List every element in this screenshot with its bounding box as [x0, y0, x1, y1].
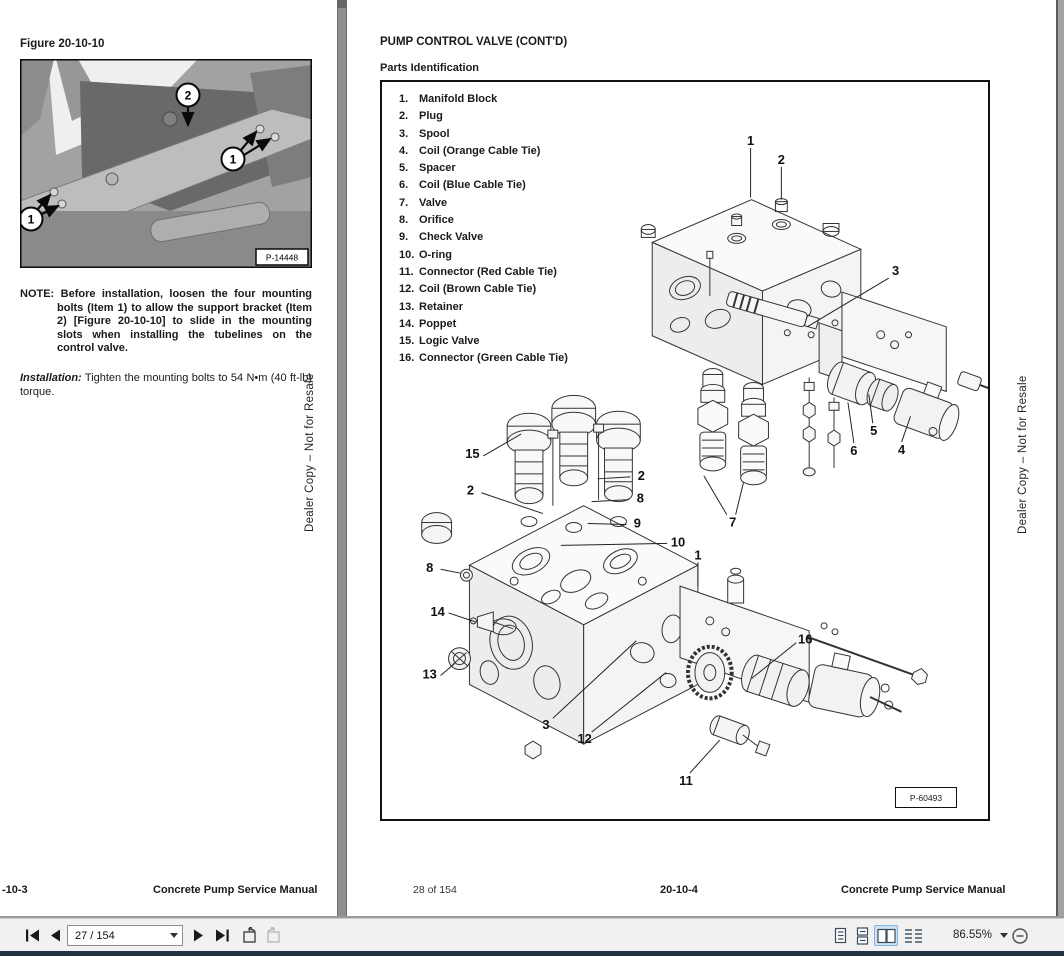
footer-manual-title: Concrete Pump Service Manual — [841, 884, 1006, 896]
note-label: NOTE: — [20, 288, 55, 300]
zoom-level-value[interactable]: 86.55% — [952, 929, 992, 941]
footer-page-code: -10-3 — [2, 884, 28, 896]
svg-text:4: 4 — [897, 441, 906, 457]
part-row: 2. Plug — [399, 110, 443, 123]
page-gap — [337, 0, 347, 916]
svg-text:5: 5 — [870, 423, 878, 439]
svg-text:11: 11 — [679, 772, 693, 788]
part-row: 1. Manifold Block — [399, 93, 498, 105]
part-row: 14. Poppet — [399, 317, 457, 330]
part-row: 7. Valve — [399, 196, 448, 209]
installation-paragraph: Installation: Tighten the mounting bolts to 54 N•m (40 ft-lb) torque. — [20, 372, 312, 398]
page-number-input[interactable] — [67, 925, 183, 946]
machinery-photo — [20, 59, 312, 268]
next-view-button[interactable] — [264, 919, 283, 952]
svg-text:1: 1 — [229, 152, 237, 167]
svg-text:8: 8 — [636, 490, 644, 506]
svg-text:2: 2 — [466, 482, 475, 498]
part-row: 11. Connector (Red Cable Tie) — [399, 265, 557, 278]
right-page — [347, 0, 1056, 916]
zoom-dropdown-caret-icon[interactable] — [1000, 933, 1008, 938]
viewer-toolbar — [0, 918, 1064, 951]
right-page-footer — [347, 884, 1056, 900]
page-dropdown-caret-icon[interactable] — [170, 933, 178, 938]
part-row: 5. Spacer — [399, 162, 456, 175]
svg-text:6: 6 — [850, 442, 858, 458]
watermark-dealer-copy: Dealer Copy – Not for Resale — [304, 373, 316, 532]
svg-text:1: 1 — [27, 212, 35, 227]
note-paragraph: NOTE: Before installation, loosen the four mounting bolts (Item 1) to allow the support bracket (Item 2) [Figure 20-10-10] to slide in the mounting slots when installing the tubelines on the control valve. — [20, 288, 313, 355]
footer-page-count: 28 of 154 — [413, 884, 457, 896]
parts-list — [399, 93, 568, 370]
footer-page-code: 20-10-4 — [660, 884, 698, 896]
svg-text:12: 12 — [577, 731, 592, 747]
continuous-scroll-view-button[interactable] — [852, 925, 873, 946]
part-row: 4. Coil (Orange Cable Tie) — [399, 144, 541, 157]
watermark-dealer-copy: Dealer Copy – Not for Resale — [1017, 375, 1029, 534]
svg-text:1: 1 — [746, 133, 755, 149]
part-row: 6. Coil (Blue Cable Tie) — [399, 179, 526, 192]
part-row: 16. Connector (Green Cable Tie) — [399, 352, 568, 365]
svg-text:15: 15 — [465, 445, 480, 461]
svg-text:2: 2 — [777, 151, 785, 167]
svg-text:13: 13 — [422, 666, 437, 682]
svg-text:7: 7 — [729, 514, 737, 530]
page-edge-strip — [1056, 0, 1064, 916]
page-title: PUMP CONTROL VALVE (CONT'D) — [380, 36, 568, 48]
part-row: 12. Coil (Brown Cable Tie) — [399, 283, 537, 296]
figure-photo — [20, 59, 312, 268]
left-page — [0, 0, 337, 916]
svg-text:2: 2 — [637, 467, 645, 483]
part-row: 8. Orifice — [399, 214, 454, 227]
diagram-ref-label: P-60493 — [895, 787, 957, 808]
installation-label: Installation: — [20, 372, 82, 384]
two-page-continuous-view-button[interactable] — [901, 925, 925, 946]
page-gap-notch — [337, 0, 347, 8]
photo-ref-label: P-14448 — [265, 252, 299, 263]
window-bottom-bar — [0, 951, 1064, 956]
svg-text:2: 2 — [184, 88, 192, 103]
part-row: 10. O-ring — [399, 248, 452, 261]
svg-text:14: 14 — [430, 603, 445, 619]
left-page-footer — [0, 884, 337, 900]
parts-identification-box — [380, 80, 990, 821]
footer-manual-title: Concrete Pump Service Manual — [153, 884, 318, 896]
previous-page-button[interactable] — [50, 919, 62, 952]
single-page-view-button[interactable] — [830, 925, 851, 946]
svg-text:3: 3 — [892, 263, 900, 279]
previous-view-button[interactable] — [240, 919, 259, 952]
svg-text:3: 3 — [542, 717, 550, 733]
next-page-button[interactable] — [192, 919, 204, 952]
svg-text:16: 16 — [798, 631, 813, 647]
first-page-button[interactable] — [24, 919, 42, 952]
last-page-button[interactable] — [213, 919, 231, 952]
part-row: 3. Spool — [399, 127, 450, 140]
svg-text:8: 8 — [426, 560, 434, 576]
part-row: 13. Retainer — [399, 300, 464, 313]
svg-text:10: 10 — [670, 534, 686, 550]
two-page-view-button[interactable] — [874, 925, 898, 946]
figure-title: Figure 20-10-10 — [20, 38, 105, 50]
zoom-out-button[interactable] — [1011, 919, 1029, 952]
svg-text:1: 1 — [694, 547, 702, 563]
part-row: 9. Check Valve — [399, 231, 484, 244]
part-row: 15. Logic Valve — [399, 335, 480, 348]
svg-text:9: 9 — [633, 515, 641, 531]
section-heading: Parts Identification — [380, 62, 480, 74]
